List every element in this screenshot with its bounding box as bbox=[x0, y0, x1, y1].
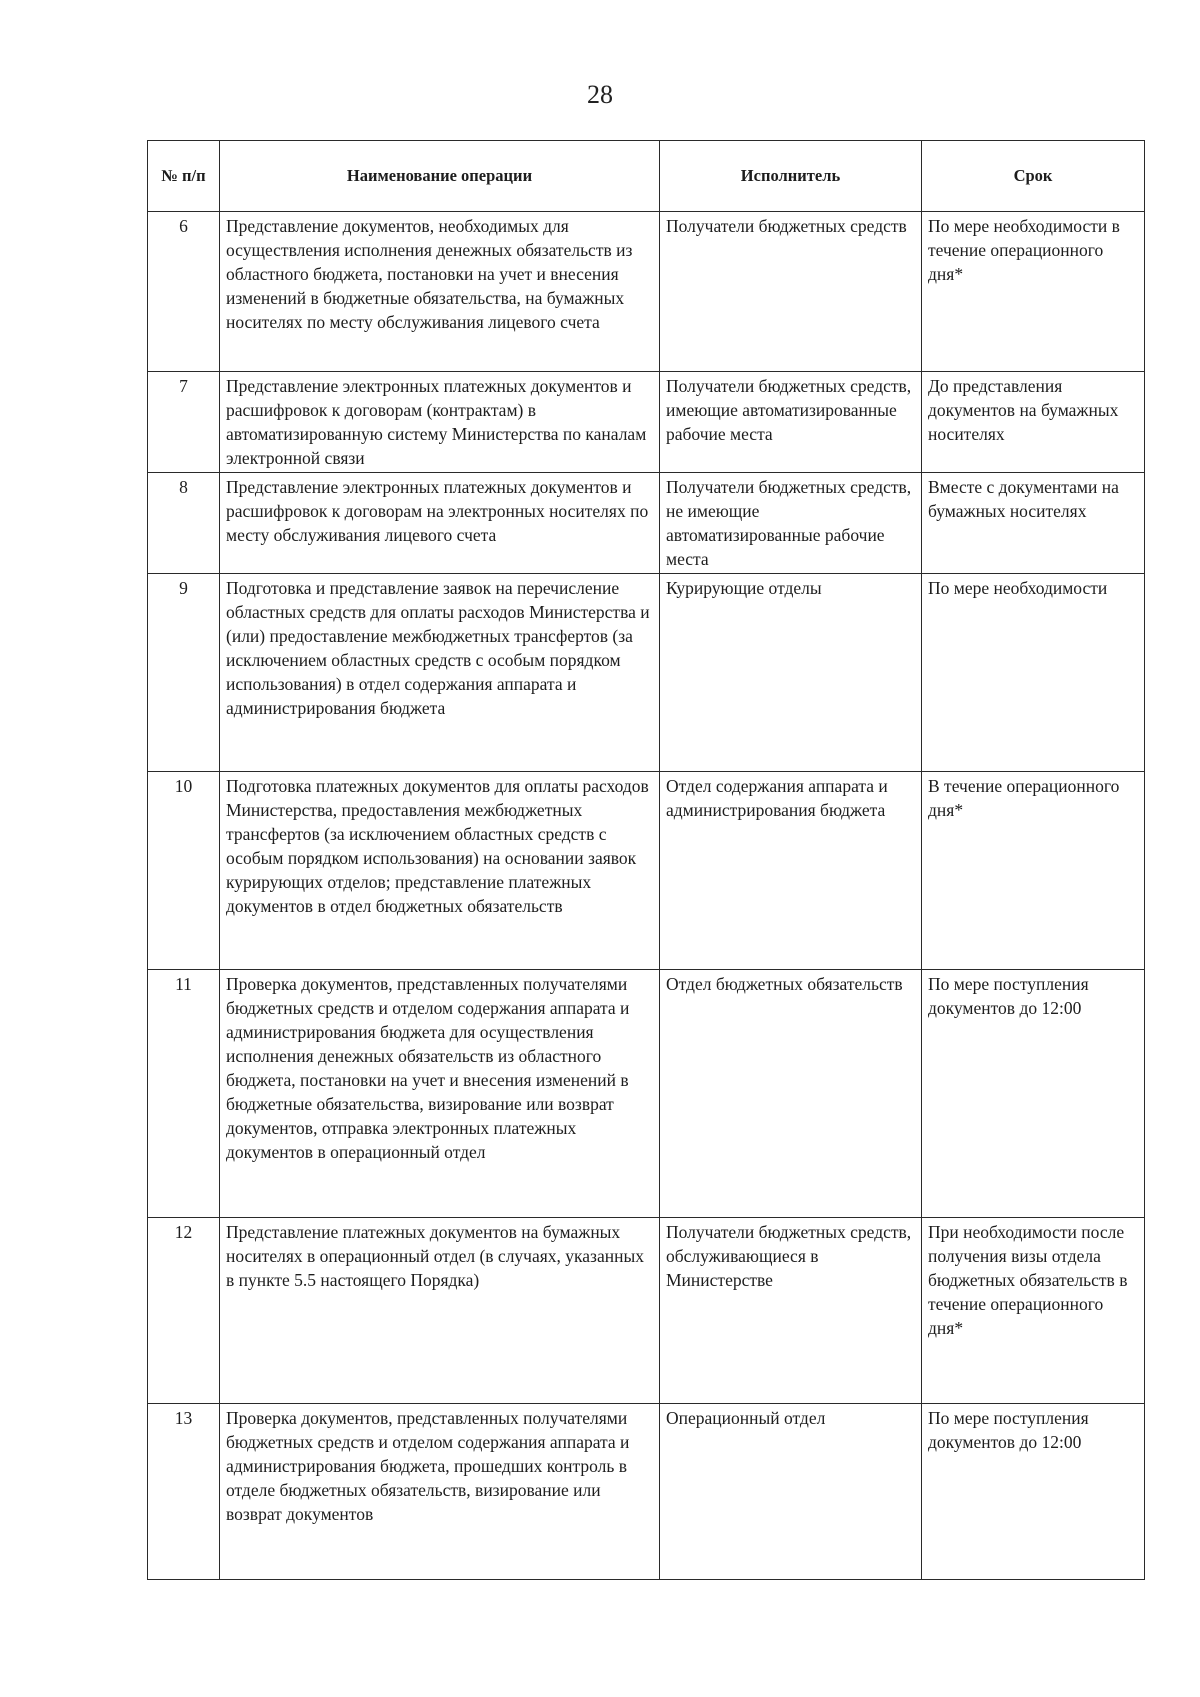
page-number: 28 bbox=[587, 80, 613, 109]
row-term: До представления документов на бумажных носителях bbox=[922, 372, 1145, 473]
table-row bbox=[148, 772, 1145, 970]
row-term: В течение операционного дня* bbox=[922, 772, 1145, 970]
row-num: 11 bbox=[148, 970, 220, 1218]
table-header-row bbox=[148, 141, 1145, 212]
row-num: 6 bbox=[148, 212, 220, 372]
header-executor: Исполнитель bbox=[660, 141, 922, 212]
row-executor: Отдел содержания аппарата и администрирования бюджета bbox=[660, 772, 922, 970]
row-term: По мере необходимости в течение операционного дня* bbox=[922, 212, 1145, 372]
row-operation-name: Проверка документов, представленных получателями бюджетных средств и отделом содержания аппарата и администрирования бюджета, прошедших контроль в отделе бюджетных обязательств, визирование или возврат документов bbox=[220, 1404, 660, 1580]
row-executor: Получатели бюджетных средств, не имеющие автоматизированные рабочие места bbox=[660, 473, 922, 574]
row-operation-name: Проверка документов, представленных получателями бюджетных средств и отделом содержания аппарата и администрирования бюджета для осуществления исполнения денежных обязательств из областного бюджета, постановки на учет и внесения изменений в бюджетные обязательства, визирование или возврат документов, отправка электронных платежных документов в операционный отдел bbox=[220, 970, 660, 1218]
row-term: По мере поступления документов до 12:00 bbox=[922, 1404, 1145, 1580]
row-operation-name: Подготовка платежных документов для оплаты расходов Министерства, предоставления межбюджетных трансфертов (за исключением областных средств с особым порядком использования) на основании заявок курирующих отделов; представление платежных документов в отдел бюджетных обязательств bbox=[220, 772, 660, 970]
row-operation-name: Представление электронных платежных документов и расшифровок к договорам на электронных носителях по месту обслуживания лицевого счета bbox=[220, 473, 660, 574]
row-executor: Операционный отдел bbox=[660, 1404, 922, 1580]
row-term: По мере необходимости bbox=[922, 574, 1145, 772]
table-row bbox=[148, 1218, 1145, 1404]
row-executor: Курирующие отделы bbox=[660, 574, 922, 772]
row-num: 9 bbox=[148, 574, 220, 772]
row-executor: Получатели бюджетных средств, обслуживающиеся в Министерстве bbox=[660, 1218, 922, 1404]
row-operation-name: Представление документов, необходимых для осуществления исполнения денежных обязательств из областного бюджета, постановки на учет и внесения изменений в бюджетные обязательства, на бумажных носителях по месту обслуживания лицевого счета bbox=[220, 212, 660, 372]
table-row bbox=[148, 574, 1145, 772]
table-row bbox=[148, 970, 1145, 1218]
table-row bbox=[148, 1404, 1145, 1580]
row-num: 7 bbox=[148, 372, 220, 473]
row-term: При необходимости после получения визы отдела бюджетных обязательств в течение операционного дня* bbox=[922, 1218, 1145, 1404]
row-num: 8 bbox=[148, 473, 220, 574]
table-row bbox=[148, 372, 1145, 473]
row-operation-name: Представление платежных документов на бумажных носителях в операционный отдел (в случаях, указанных в пункте 5.5 настоящего Порядка) bbox=[220, 1218, 660, 1404]
operations-table bbox=[147, 140, 1145, 1580]
row-executor: Получатели бюджетных средств bbox=[660, 212, 922, 372]
header-num: № п/п bbox=[148, 141, 220, 212]
row-executor: Получатели бюджетных средств, имеющие автоматизированные рабочие места bbox=[660, 372, 922, 473]
row-term: Вместе с документами на бумажных носителях bbox=[922, 473, 1145, 574]
row-term: По мере поступления документов до 12:00 bbox=[922, 970, 1145, 1218]
row-operation-name: Представление электронных платежных документов и расшифровок к договорам (контрактам) в автоматизированную систему Министерства по каналам электронной связи bbox=[220, 372, 660, 473]
row-num: 10 bbox=[148, 772, 220, 970]
row-num: 13 bbox=[148, 1404, 220, 1580]
header-term: Срок bbox=[922, 141, 1145, 212]
row-executor: Отдел бюджетных обязательств bbox=[660, 970, 922, 1218]
table-row bbox=[148, 473, 1145, 574]
row-operation-name: Подготовка и представление заявок на перечисление областных средств для оплаты расходов Министерства и (или) предоставление межбюджетных трансфертов (за исключением областных средств с особым порядком использования) в отдел содержания аппарата и администрирования бюджета bbox=[220, 574, 660, 772]
row-num: 12 bbox=[148, 1218, 220, 1404]
header-operation-name: Наименование операции bbox=[220, 141, 660, 212]
table-row bbox=[148, 212, 1145, 372]
